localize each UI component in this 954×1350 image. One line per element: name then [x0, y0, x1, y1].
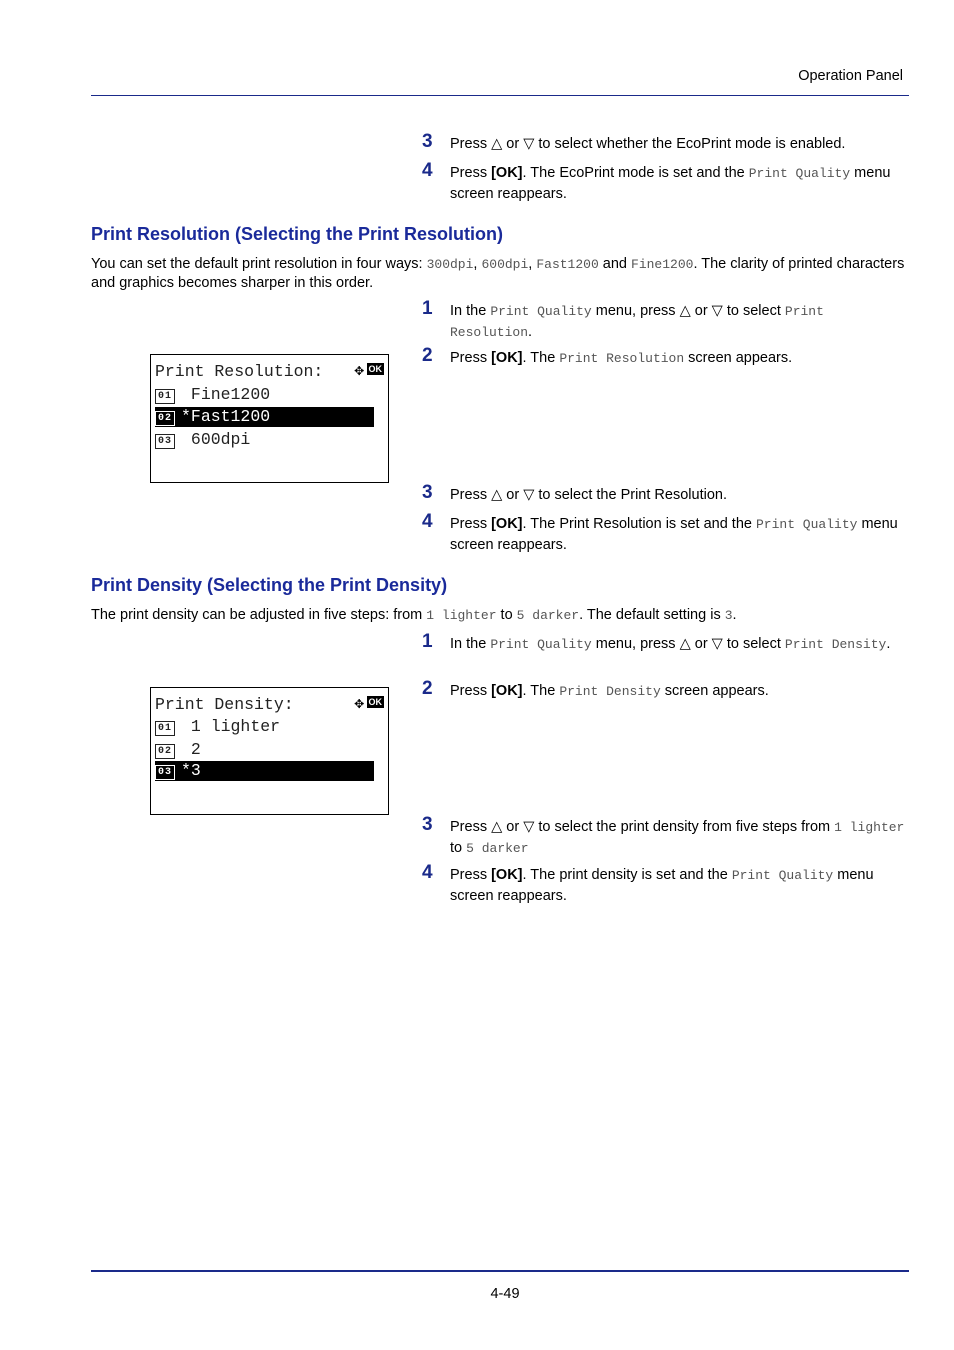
resolution-step-1: 1 In the Print Quality menu, press △ or ▽ to select Print Resolution.: [422, 298, 824, 340]
step-4-ecoprint: 4 Press [OK]. The EcoPrint mode is set and the Print Quality menu screen reappears.: [422, 160, 891, 202]
page-number: 4-49: [490, 1286, 520, 1302]
lcd-option-row[interactable]: 01 1 lighter: [155, 717, 280, 737]
navigation-arrows-icon: ✥: [354, 695, 364, 713]
density-step-1: 1 In the Print Quality menu, press △ or ▽ to select Print Density.: [422, 631, 891, 652]
running-header: Operation Panel: [798, 68, 903, 84]
lcd-option-row-selected[interactable]: 03 *3: [155, 761, 374, 781]
section-heading-resolution: Print Resolution (Selecting the Print Resolution): [91, 224, 504, 244]
lcd-print-resolution: [150, 354, 389, 483]
header-rule: [91, 95, 909, 96]
density-step-3: 3 Press △ or ▽ to select the print density from five steps from 1 lighter to 5 darker: [422, 814, 905, 856]
ok-key-icon: OK: [368, 697, 382, 707]
lcd-option-row-selected[interactable]: 02 *Fast1200: [155, 407, 374, 427]
lcd-title: Print Density:: [155, 695, 294, 714]
resolution-intro: You can set the default print resolution in four ways: 300dpi, 600dpi, Fast1200 and Fine1200. The clarity of printed characters and graphics becomes sharper in this order.: [91, 256, 905, 291]
footer-rule: [91, 1270, 909, 1272]
step-3-ecoprint: 3 Press △ or ▽ to select whether the EcoPrint mode is enabled.: [422, 131, 846, 152]
lcd-option-row[interactable]: 03 600dpi: [155, 430, 250, 450]
resolution-step-3: 3 Press △ or ▽ to select the Print Resolution.: [422, 482, 727, 503]
section-heading-density: Print Density (Selecting the Print Density): [91, 575, 448, 595]
lcd-print-density: [150, 687, 389, 815]
lcd-option-row[interactable]: 02 2: [155, 740, 201, 760]
resolution-step-4: 4 Press [OK]. The Print Resolution is set and the Print Quality menu screen reappears.: [422, 511, 898, 553]
density-step-2: 2 Press [OK]. The Print Density screen appears.: [422, 678, 769, 699]
lcd-option-row[interactable]: 01 Fine1200: [155, 385, 270, 405]
navigation-arrows-icon: ✥: [354, 362, 364, 380]
lcd-title: Print Resolution:: [155, 362, 324, 381]
density-step-4: 4 Press [OK]. The print density is set and the Print Quality menu screen reappears.: [422, 862, 874, 904]
ok-key-icon: OK: [368, 364, 382, 374]
resolution-step-2: 2 Press [OK]. The Print Resolution screen appears.: [422, 345, 793, 366]
density-intro: The print density can be adjusted in five steps: from 1 lighter to 5 darker. The default setting is 3.: [91, 607, 737, 623]
